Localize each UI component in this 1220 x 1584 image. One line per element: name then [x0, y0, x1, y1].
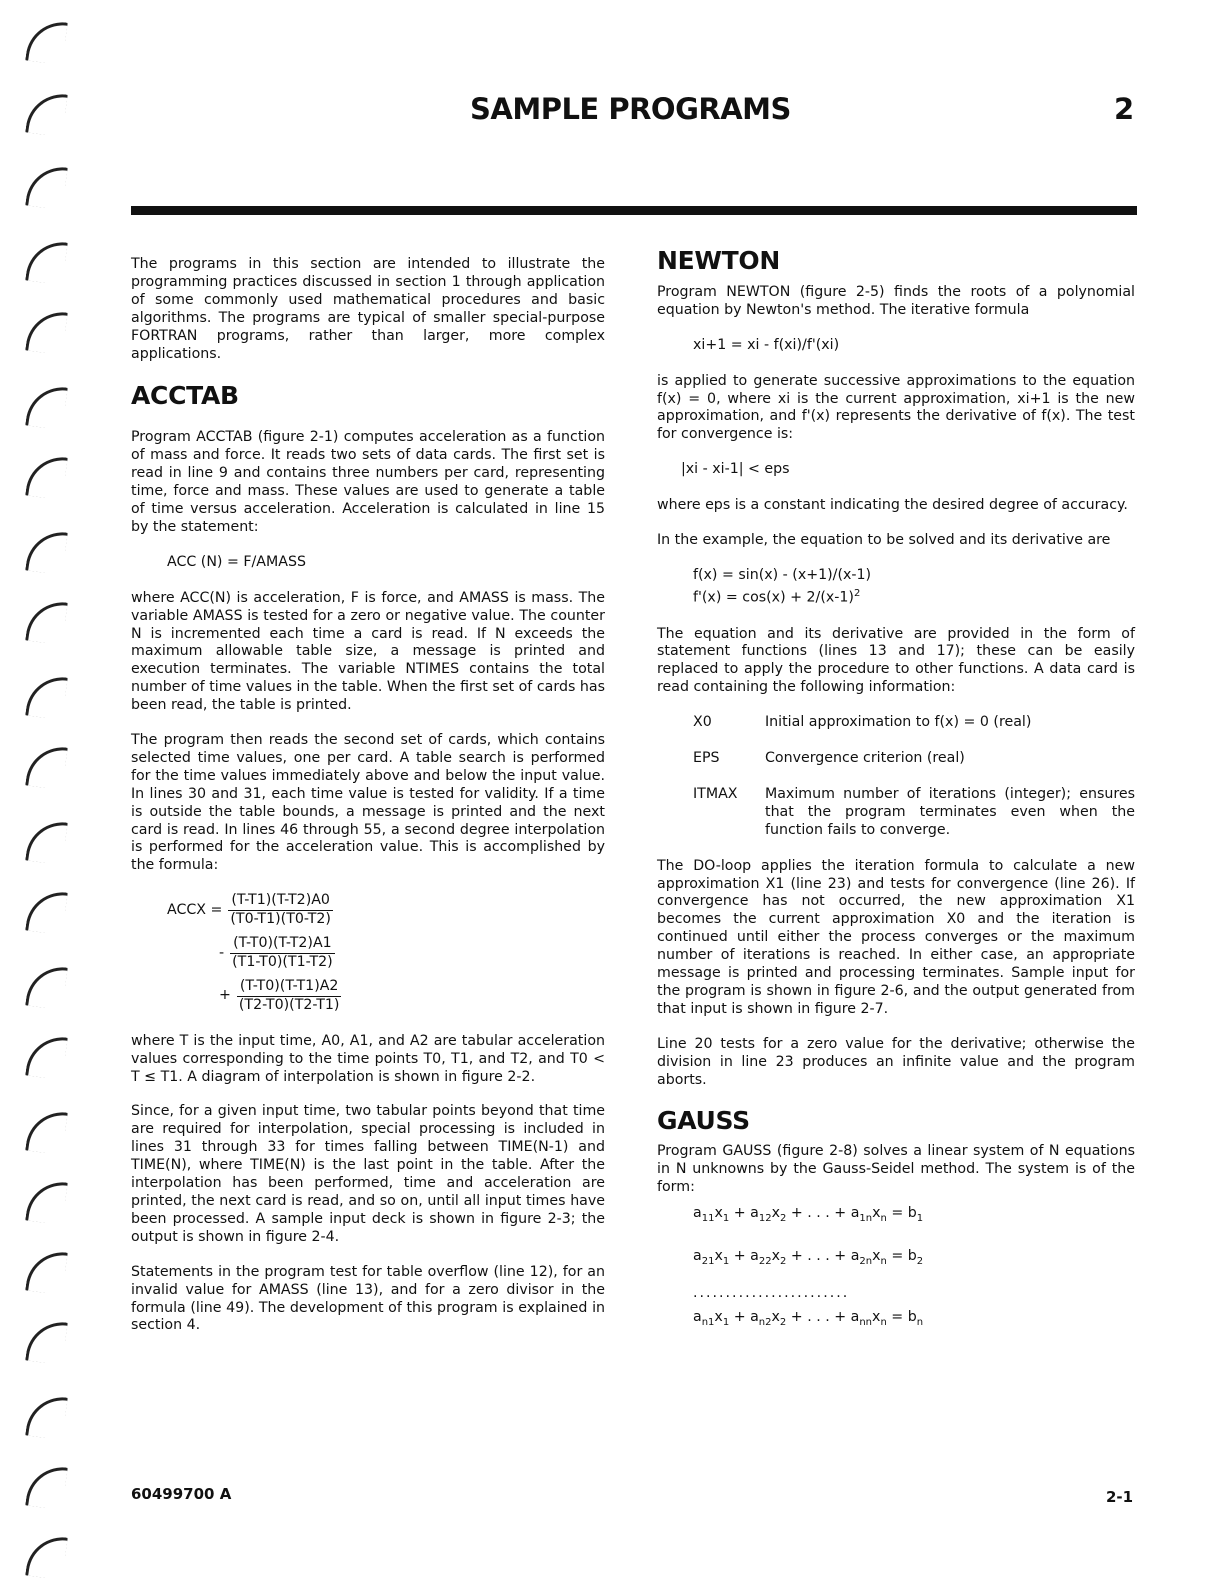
input-definitions	[693, 714, 1135, 840]
acctab-paragraph-3: The program then reads the second set of cards, which contains selected time values, one per card. A table search is performed for the time values immediately above and below the input value. In lines 30 and 31, each time value is tested for validity. If a time is outside the table bounds, a message is printed and the next card is read. In lines 46 through 55, a second degree interpolation is performed for the acceleration value. This is accomplished by the formula:	[131, 732, 605, 874]
accx-term-2	[237, 978, 342, 1015]
newton-paragraph-5: The equation and its derivative are provided in the form of statement functions (lines 13 and 17); these can be easily replaced to apply the procedure to other functions. A data card is read containing the following information:	[657, 625, 1135, 696]
document-number: 60499700 A	[131, 1485, 232, 1503]
acctab-heading: ACCTAB	[131, 381, 239, 411]
function-definitions	[693, 567, 1135, 608]
definition-key: X0	[693, 714, 712, 731]
newton-paragraph-1: Program NEWTON (figure 2-5) finds the roots of a polynomial equation by Newton's method. The iterative formula	[657, 283, 1135, 318]
newton-paragraph-2: is applied to generate successive approximations to the equation f(x) = 0, where xi is the current approximation, xi+1 is the new approximation, and f'(x) represents the derivative of f(x). The test for convergence is:	[657, 372, 1135, 443]
left-column	[131, 256, 605, 1352]
accx-op-1: -	[219, 944, 225, 961]
accx-term-0-den: (T0-T1)(T0-T2)	[230, 911, 331, 928]
accx-term-2-num: (T-T0)(T-T1)A2	[237, 978, 342, 997]
gauss-heading: GAUSS	[657, 1105, 750, 1135]
gauss-system	[693, 1205, 1135, 1331]
definition-value: Initial approximation to f(x) = 0 (real)	[765, 714, 1032, 731]
gauss-paragraph-1: Program GAUSS (figure 2-8) solves a linear system of N equations in N unknowns by the Gauss-Seidel method. The system is of the form:	[657, 1143, 1135, 1196]
right-column	[657, 246, 1135, 1331]
gauss-equation: $a_{n1}x_1 + a_{n2}x_2$ + . . . + $a_{nn}x_n = b_n$	[693, 1308, 924, 1328]
fpx-formula-text: f'(x) = cos(x) + 2/(x-1)	[693, 589, 854, 606]
acc-formula: ACC (N) = F/AMASS	[167, 553, 306, 570]
accx-op-2: +	[219, 987, 231, 1004]
chapter-number: 2	[1114, 92, 1135, 126]
definition-item	[693, 714, 1135, 732]
page-number: 2-1	[1106, 1488, 1134, 1506]
definition-value: Convergence criterion (real)	[765, 750, 965, 767]
newton-heading: NEWTON	[657, 246, 781, 275]
gauss-equation: $a_{21}x_1 + a_{22}x_2$ + . . . + $a_{2n}x_n = b_2$	[693, 1247, 924, 1267]
fpx-formula: $f'(x) = \cos(x) + 2/(x-1)^2$	[693, 587, 861, 606]
acctab-paragraph-4: where T is the input time, A0, A1, and A2 are tabular acceleration values corresponding to the time points T0, T1, and T2, and T0 < T ≤ T1. A diagram of interpolation is shown in figure 2-2.	[131, 1032, 605, 1085]
newton-paragraph-6: The DO-loop applies the iteration formula to calculate a new approximation X1 (line 23) and tests for convergence (line 26). If convergence has not occurred, the new approximation X1 becomes the current approximation X0 and the iteration is continued until either the process converges or the maximum number of iterations is reached. In either case, an appropriate message is printed and processing terminates. Sample input for the program is shown in figure 2-6, and the output generated from that input is shown in figure 2-7.	[657, 857, 1135, 1017]
definition-item	[693, 750, 1135, 768]
header-rule	[131, 206, 1137, 215]
accx-term-1	[230, 935, 335, 972]
accx-lhs: ACCX =	[167, 901, 223, 918]
newton-formula: xi+1 = xi - f(xi)/f'(xi)	[693, 336, 840, 353]
definition-key: EPS	[693, 750, 720, 767]
accx-term-1-num: (T-T0)(T-T2)A1	[230, 935, 335, 954]
acctab-paragraph-1: Program ACCTAB (figure 2-1) computes acceleration as a function of mass and force. It reads two sets of data cards. The first set is read in line 9 and contains three numbers per card, representing time, force and mass. These values are used to generate a table of time versus acceleration. Acceleration is calculated in line 15 by the statement:	[131, 429, 605, 535]
convergence-formula: |xi - xi-1| < eps	[681, 461, 790, 478]
gauss-dots: ........................	[693, 1284, 850, 1301]
fx-formula: f(x) = sin(x) - (x+1)/(x-1)	[693, 566, 872, 583]
accx-term-1-den: (T1-T0)(T1-T2)	[232, 954, 333, 970]
acctab-paragraph-2: where ACC(N) is acceleration, F is force, and AMASS is mass. The variable AMASS is tested for a zero or negative value. The counter N is incremented each time a card is read. If N exceeds the maximum allowable table size, a message is printed and execution terminates. The variable NTIMES contains the total number of time values in the table. When the first set of cards has been read, the table is printed.	[131, 589, 605, 714]
intro-paragraph: The programs in this section are intended to illustrate the programming practices discussed in section 1 through application of some commonly used mathematical procedures and basic algorithms. The programs are typical of smaller special-purpose FORTRAN programs, rather than larger, more complex applications.	[131, 256, 605, 362]
binder-holes	[18, 0, 68, 1584]
newton-paragraph-7: Line 20 tests for a zero value for the derivative; otherwise the division in line 23 produces an infinite value and the program aborts.	[657, 1035, 1135, 1088]
newton-paragraph-3: where eps is a constant indicating the desired degree of accuracy.	[657, 497, 1128, 514]
acctab-paragraph-5: Since, for a given input time, two tabular points beyond that time are required for interpolation, special processing is included in lines 31 through 33 for times falling between TIME(N-1) and TIME(N), where TIME(N) is the last point in the table. After the interpolation has been performed, time and acceleration are printed, the next card is read, and so on, until all input times have been processed. A sample input deck is shown in figure 2-3; the output is shown in figure 2-4.	[131, 1103, 605, 1245]
definition-item	[693, 786, 1135, 840]
definition-key: ITMAX	[693, 785, 738, 802]
definition-value: Maximum number of iterations (integer); ensures that the program terminates even when the function fails to converge.	[765, 785, 1135, 838]
acctab-paragraph-6: Statements in the program test for table overflow (line 12), for an invalid value for AMASS (line 13), and for a zero divisor in the formula (line 49). The development of this program is explained in section 4.	[131, 1263, 605, 1334]
page-title: SAMPLE PROGRAMS	[470, 92, 791, 126]
accx-term-0	[228, 892, 333, 929]
accx-term-2-den: (T2-T0)(T2-T1)	[238, 996, 340, 1013]
gauss-equation: $a_{11}x_1 + a_{12}x_2$ + . . . + $a_{1n}x_n = b_1$	[693, 1205, 924, 1224]
accx-term-0-num: (T-T1)(T-T2)A0	[228, 892, 333, 911]
newton-paragraph-4: In the example, the equation to be solved and its derivative are	[657, 532, 1111, 549]
accx-formula	[167, 892, 605, 1014]
